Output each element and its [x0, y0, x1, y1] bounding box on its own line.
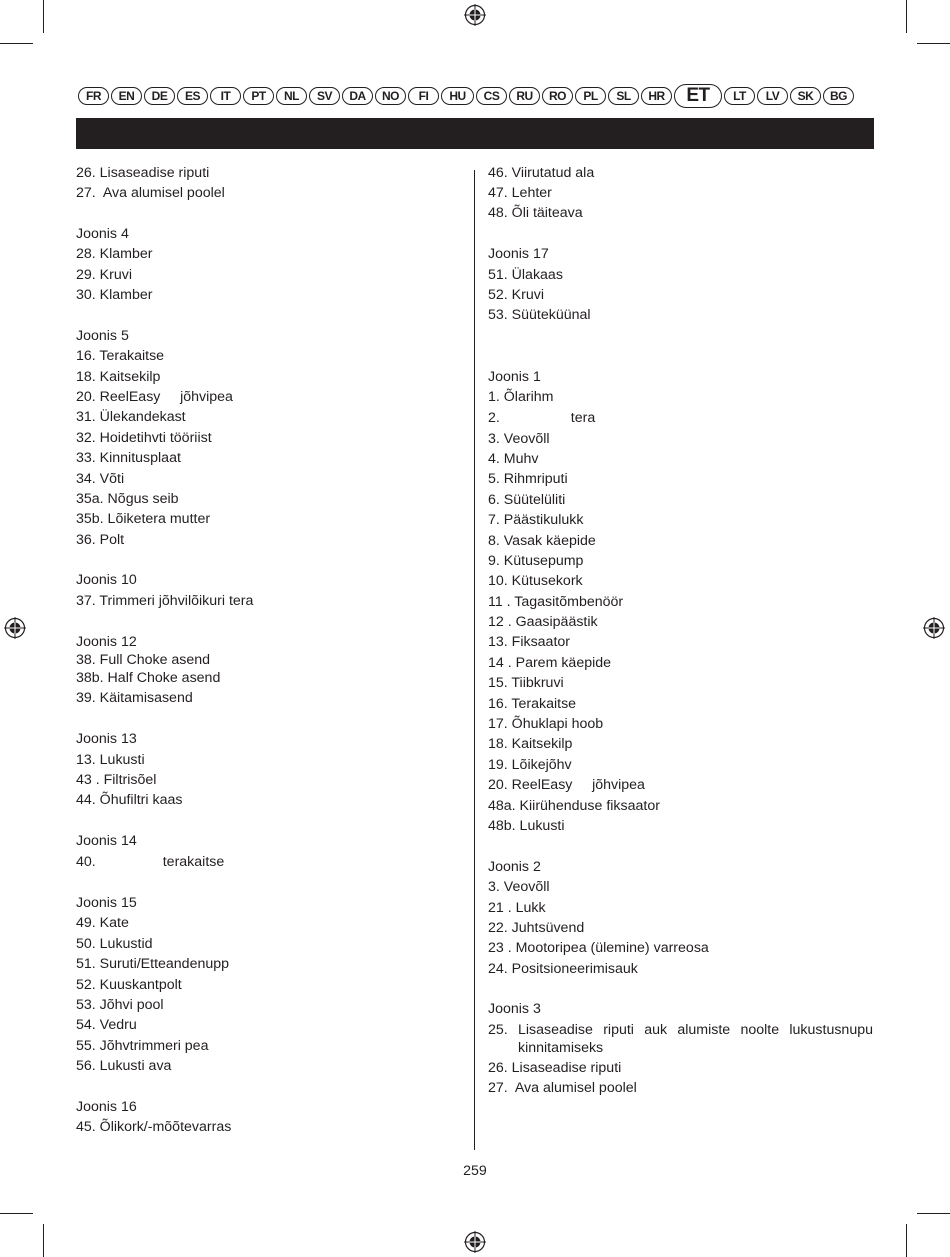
list-item: 56. Lukusti ava — [76, 1058, 172, 1074]
list-item: 24. Positsioneerimisauk — [488, 961, 638, 977]
language-tab-fi: FI — [408, 87, 439, 105]
list-item: 8. Vasak käepide — [488, 533, 596, 549]
crop-mark — [917, 43, 950, 44]
list-item: 17. Õhuklapi hoob — [488, 716, 604, 732]
language-tab-sl: SL — [608, 87, 639, 105]
list-item: 37. Trimmeri jõhvilõikuri tera — [76, 593, 254, 609]
section-heading: Joonis 10 — [76, 572, 137, 588]
language-tab-nl: NL — [276, 87, 307, 105]
language-tabs — [78, 84, 874, 108]
list-item: 45. Õlikork/-mõõtevarras — [76, 1119, 232, 1135]
list-item: 6. Süütelüliti — [488, 492, 566, 508]
registration-mark-icon — [464, 1231, 486, 1253]
list-item: 10. Kütusekork — [488, 573, 583, 589]
list-item: 19. Lõikejõhv — [488, 757, 572, 773]
crop-mark — [0, 1213, 33, 1214]
list-item: 12 . Gaasipäästik — [488, 614, 598, 630]
section-heading: Joonis 14 — [76, 833, 137, 849]
list-item: 11 . Tagasitõmbenöör — [488, 594, 624, 610]
list-item: 53. Jõhvi pool — [76, 997, 164, 1013]
language-tab-fr: FR — [78, 87, 109, 105]
list-item: 3. Veovõll — [488, 879, 550, 895]
list-item: 21 . Lukk — [488, 900, 546, 916]
list-item: 27. Ava alumisel poolel — [488, 1080, 637, 1096]
list-item: 16. Terakaitse — [76, 348, 165, 364]
registration-mark-icon — [464, 4, 486, 26]
section-heading: Joonis 12 — [76, 634, 137, 650]
list-item: 5. Rihmriputi — [488, 471, 568, 487]
list-item: 20. ReelEasy jõhvipea — [76, 389, 233, 405]
language-tab-en: EN — [111, 87, 142, 105]
list-item: 4. Muhv — [488, 451, 539, 467]
list-item: 7. Päästikulukk — [488, 512, 584, 528]
list-item: 55. Jõhvtrimmeri pea — [76, 1038, 209, 1054]
language-tab-ro: RO — [542, 87, 573, 105]
section-heading: Joonis 15 — [76, 895, 137, 911]
list-item: 48. Õli täiteava — [488, 205, 583, 221]
list-item: 13. Lukusti — [76, 752, 145, 768]
crop-mark — [43, 0, 44, 33]
crop-mark — [906, 1224, 907, 1257]
list-item: 25. Lisaseadise riputi auk alumiste noolte lukustusnupu kinnitamiseks — [488, 1022, 873, 1056]
list-item: 33. Kinnitusplaat — [76, 450, 181, 466]
list-item: 54. Vedru — [76, 1017, 137, 1033]
list-item: 51. Suruti/Etteandenupp — [76, 956, 230, 972]
list-item: 35b. Lõiketera mutter — [76, 511, 211, 527]
list-item: 22. Juhtsüvend — [488, 920, 585, 936]
list-item: 52. Kruvi — [488, 287, 544, 303]
list-item: 1. Õlarihm — [488, 389, 554, 405]
language-tab-es: ES — [177, 87, 208, 105]
language-tab-et: ET — [674, 84, 722, 108]
language-tab-hu: HU — [441, 87, 474, 105]
list-item: 18. Kaitsekilp — [76, 369, 161, 385]
list-item: 3. Veovõll — [488, 431, 550, 447]
registration-mark-icon — [923, 617, 945, 639]
list-item: 50. Lukustid — [76, 936, 153, 952]
list-item: 47. Lehter — [488, 185, 552, 201]
list-item: 30. Klamber — [76, 287, 153, 303]
language-tab-ru: RU — [509, 87, 540, 105]
section-heading: Joonis 3 — [488, 1001, 541, 1017]
language-tab-hr: HR — [641, 87, 672, 105]
list-item: 38b. Half Choke asend — [76, 670, 221, 686]
list-item: 32. Hoidetihvti tööriist — [76, 430, 212, 446]
section-heading: Joonis 5 — [76, 328, 129, 344]
list-item: 44. Õhufiltri kaas — [76, 792, 183, 808]
list-item: 23 . Mootoripea (ülemine) varreosa — [488, 940, 709, 956]
section-heading: Joonis 17 — [488, 246, 549, 262]
list-item: 46. Viirutatud ala — [488, 165, 595, 181]
section-heading: Joonis 4 — [76, 226, 129, 242]
list-item: 31. Ülekandekast — [76, 409, 186, 425]
crop-mark — [43, 1224, 44, 1257]
list-item: 35a. Nõgus seib — [76, 491, 179, 507]
registration-mark-icon — [4, 617, 26, 639]
language-tab-pt: PT — [243, 87, 274, 105]
page-number: 259 — [463, 1163, 487, 1179]
list-item: 18. Kaitsekilp — [488, 736, 573, 752]
language-tab-de: DE — [144, 87, 175, 105]
language-tab-lv: LV — [757, 87, 788, 105]
list-item: 26. Lisaseadise riputi — [76, 165, 210, 181]
list-item: 2. tera — [488, 410, 596, 426]
list-item: 39. Käitamisasend — [76, 690, 193, 706]
list-item: 26. Lisaseadise riputi — [488, 1060, 622, 1076]
language-tab-lt: LT — [724, 87, 755, 105]
crop-mark — [906, 0, 907, 33]
crop-mark — [917, 1213, 950, 1214]
crop-mark — [0, 43, 33, 44]
language-tab-da: DA — [342, 87, 373, 105]
list-item: 38. Full Choke asend — [76, 652, 211, 668]
list-item: 29. Kruvi — [76, 267, 132, 283]
list-item: 27. Ava alumisel poolel — [76, 185, 225, 201]
language-tab-pl: PL — [575, 87, 606, 105]
language-tab-bg: BG — [823, 87, 854, 105]
language-tab-cs: CS — [476, 87, 507, 105]
language-tab-sk: SK — [790, 87, 821, 105]
list-item: 40. terakaitse — [76, 854, 225, 870]
list-item: 48a. Kiirühenduse fiksaator — [488, 798, 660, 814]
language-tab-sv: SV — [309, 87, 340, 105]
list-item: 28. Klamber — [76, 246, 153, 262]
language-tab-it: IT — [210, 87, 241, 105]
list-item: 52. Kuuskantpolt — [76, 977, 182, 993]
column-divider — [474, 170, 475, 1150]
section-heading: Joonis 13 — [76, 731, 137, 747]
list-item: 36. Polt — [76, 532, 125, 548]
list-item: 48b. Lukusti — [488, 818, 565, 834]
section-header-bar — [76, 118, 874, 149]
list-item: 14 . Parem käepide — [488, 655, 612, 671]
section-heading: Joonis 16 — [76, 1099, 137, 1115]
list-item: 34. Võti — [76, 471, 125, 487]
list-item: 49. Kate — [76, 915, 129, 931]
list-item: 13. Fiksaator — [488, 634, 571, 650]
list-item: 53. Süüteküünal — [488, 307, 591, 323]
section-heading: Joonis 2 — [488, 859, 541, 875]
list-item: 16. Terakaitse — [488, 696, 577, 712]
list-item: 51. Ülakaas — [488, 267, 563, 283]
section-heading: Joonis 1 — [488, 369, 541, 385]
list-item: 43 . Filtrisõel — [76, 772, 157, 788]
list-item: 15. Tiibkruvi — [488, 675, 564, 691]
list-item: 9. Kütusepump — [488, 553, 584, 569]
language-tab-no: NO — [375, 87, 406, 105]
list-item: 20. ReelEasy jõhvipea — [488, 777, 645, 793]
